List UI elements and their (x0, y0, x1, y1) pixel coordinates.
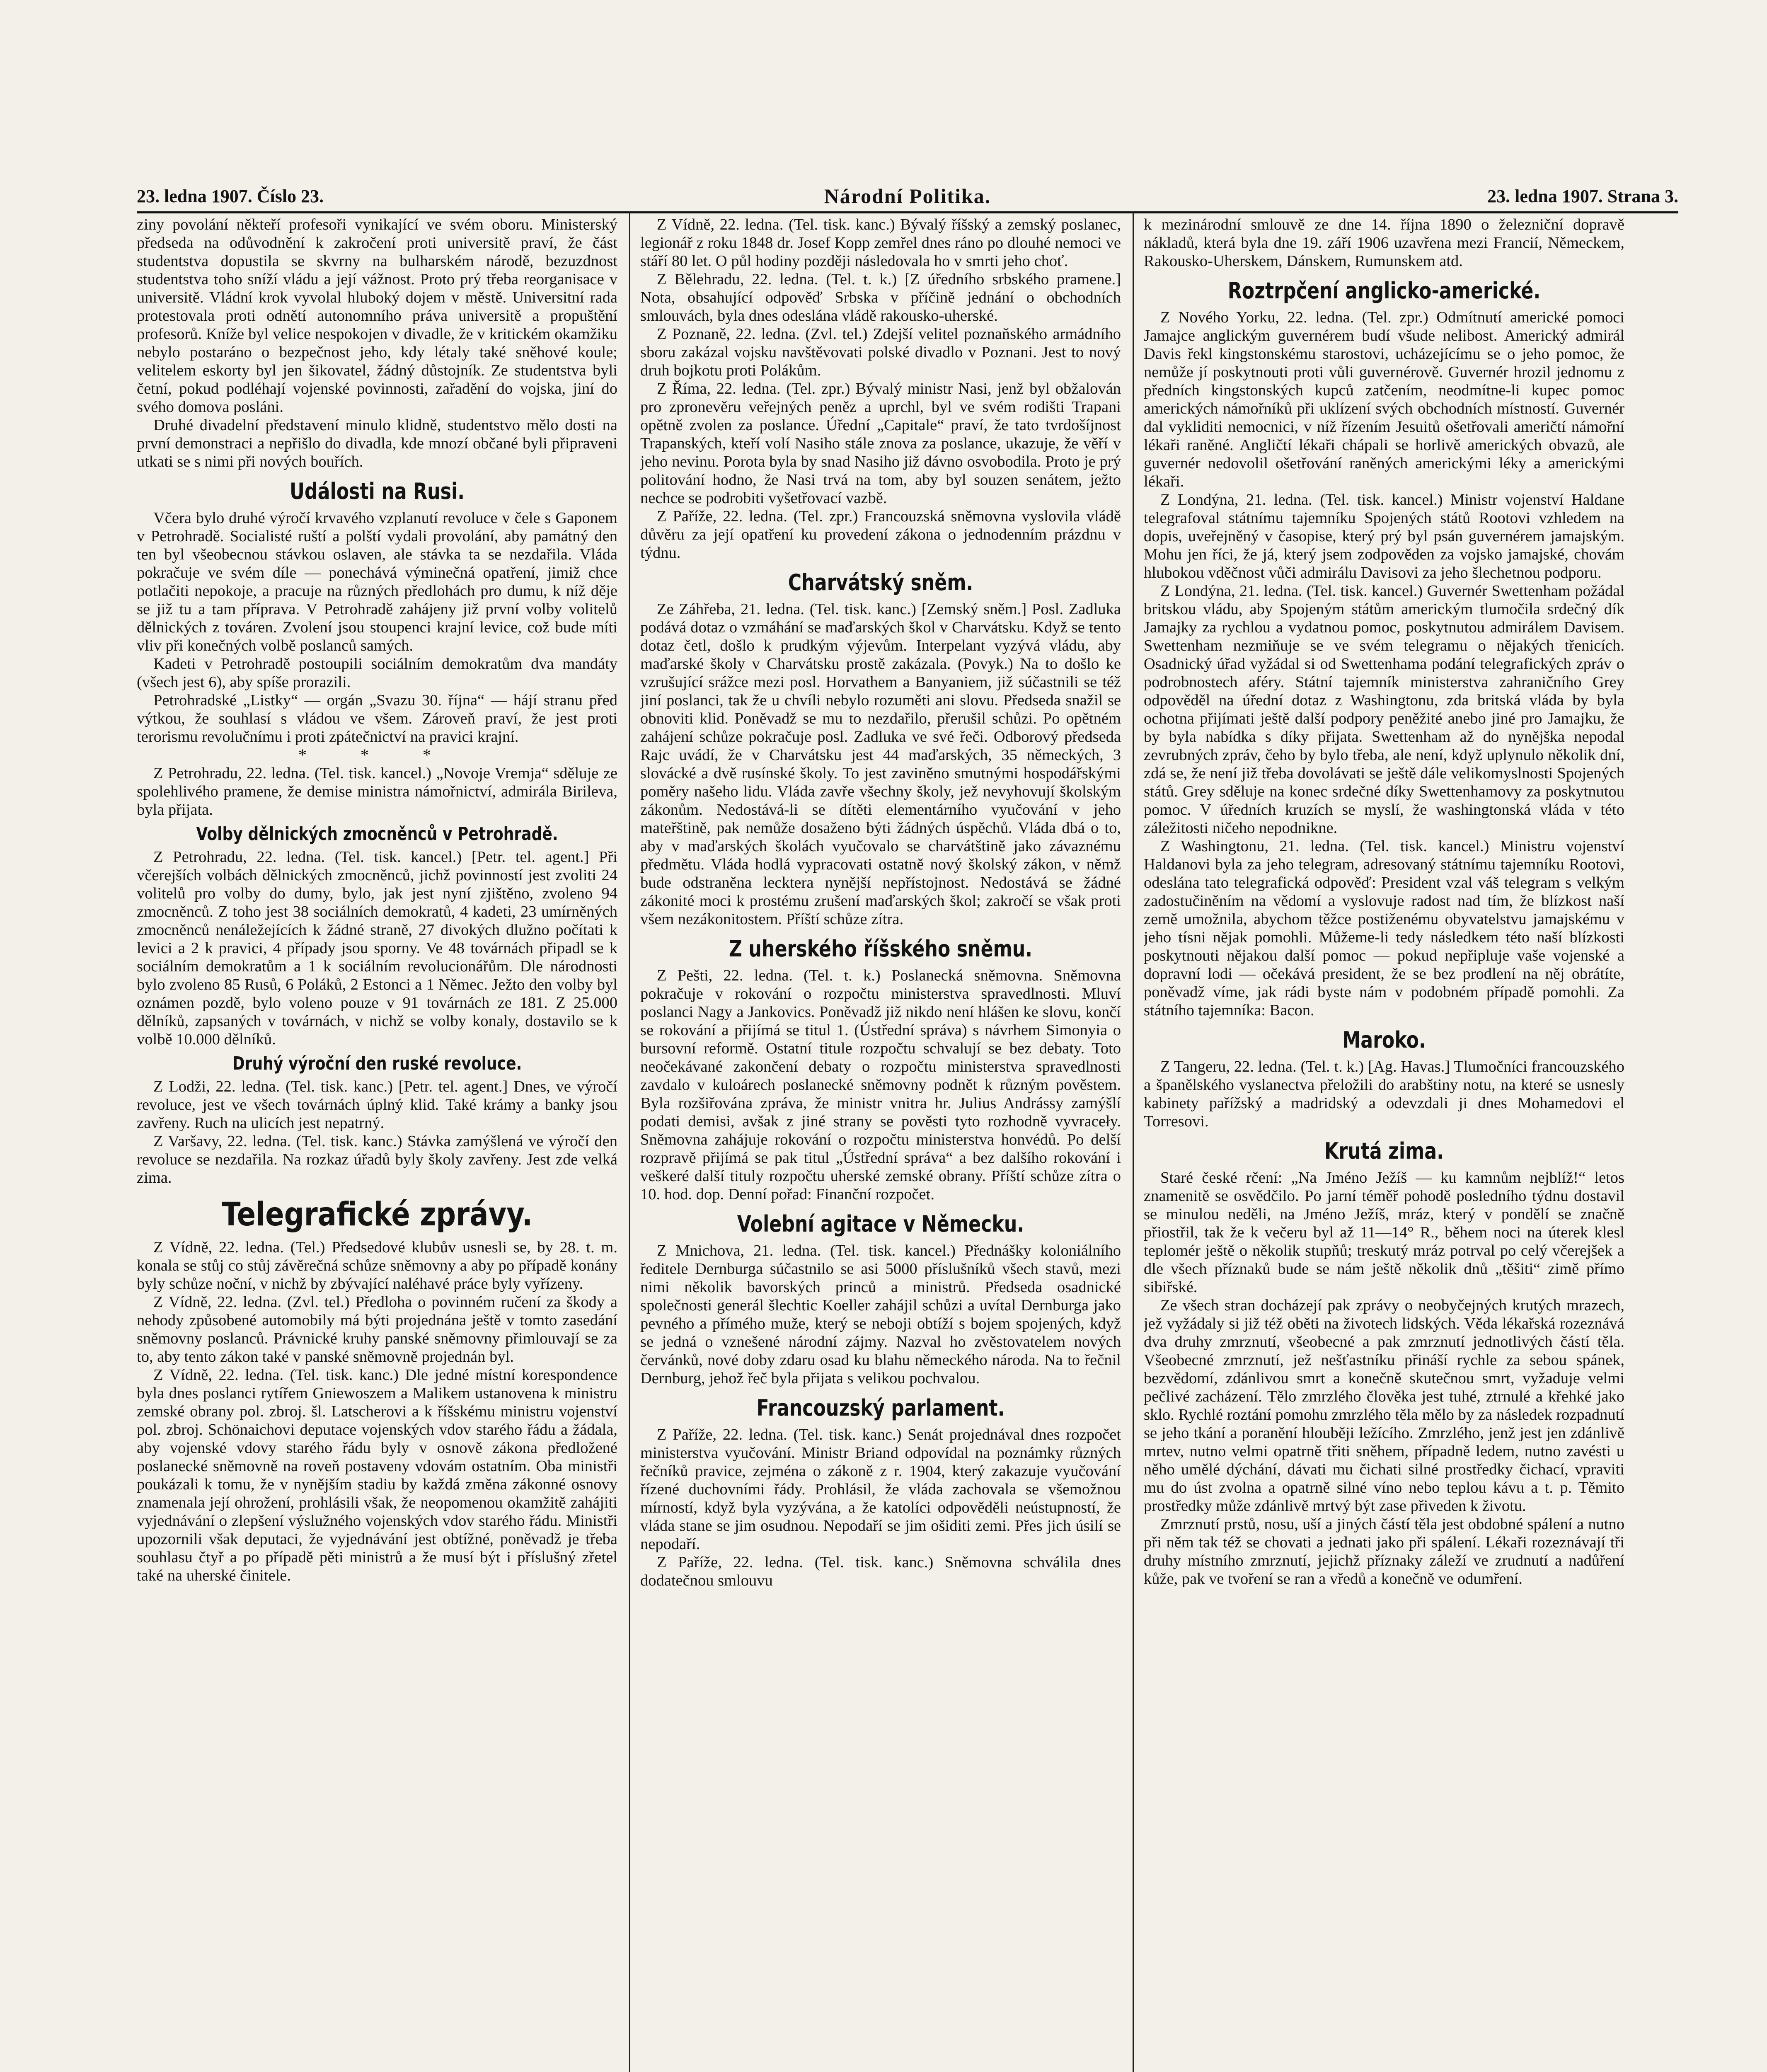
section-heading: Maroko. (1342, 1027, 1426, 1053)
article-paragraph: Z Nového Yorku, 22. ledna. (Tel. zpr.) Odmítnutí americké pomoci Jamajce anglickým guvernérem budí všude nelibost. Americký admirál Davis řekl kingstonskému starostovi, ucházejícímu se o jeho pomoc, že nemůže jí poskytnouti proti vůli guvernérově. Guvernér hrozil jednomu z předních kingstonských kupců zatčením, neodmítne-li kupec pomoc amerických námořníků při uklízení svých obchodních místností. Guvernér dal vykliditi nemocnici, v níž řízením Jesuitů ošetřovali američtí námořní lékaři raněné. Angličtí lékaři chápali se horlivě amerických obvazů, ale guvernér nedovolil ošetřování raněných americkými léky a americkými lékaři. (1144, 309, 1624, 490)
section-heading: Krutá zima. (1324, 1138, 1444, 1164)
article-paragraph: Z Londýna, 21. ledna. (Tel. tisk. kancel.) Ministr vojenství Haldane telegrafoval státnímu tajemníku Spojených států Rootovi vzhledem na dopis, uveřejněný v časopise, který prý byl psán guvernérem jamajským. Mohu jen říci, že já, který jsem zodpověden za vojsko jamajské, chovám hlubokou vděčnost vůči admirálu Davisovi za jeho šlechetnou podporu. (1144, 491, 1624, 581)
section-heading: Druhý výroční den ruské revoluce. (232, 1053, 522, 1074)
column-3 (1144, 215, 1624, 2072)
article-paragraph: Z Paříže, 22. ledna. (Tel. tisk. kanc.) Sněmovna schválila dnes dodatečnou smlouvu (640, 1554, 1121, 1589)
article-paragraph: Kadeti v Petrohradě postoupili sociálním demokratům dva mandáty (všech jest 6), aby spíše prorazili. (137, 655, 617, 691)
header-date-issue: 23. ledna 1907. Číslo 23. (137, 186, 324, 206)
article-paragraph: Z Tangeru, 22. ledna. (Tel. t. k.) [Ag. Havas.] Tlumočníci francouzského a španělského vyslanectva přeložili do arabštiny notu, na které se usnesly kabinety pařížský a madridský a odevzdali ji dnes Mohamedovi el Torresovi. (1144, 1058, 1624, 1130)
article-paragraph: Staré české rčení: „Na Jméno Ježíš — ku kamnům nejblíž!“ letos znamenitě se osvědčilo. Po jarní téměř pohodě posledního týdnu dostavil se minulou neděli, na Jméno Ježíš, mráz, který v pondělí se značně přiostřil, tak že k večeru byl až 11—14° R., během noci na úterek klesl teplomér ještě o několik stupňů; treskutý mráz potrval po celý včerejšek a dle všech příznaků bude se nám ještě několik dnů „těšiti“ zimě přímo sibiřské. (1144, 1169, 1624, 1296)
column-1 (137, 215, 617, 2072)
article-paragraph: Z Londýna, 21. ledna. (Tel. tisk. kancel.) Guvernér Swettenham požádal britskou vládu, aby Spojeným státům americkým tlumočila srdečný dík Jamajky za rychlou a vydatnou pomoc, poskytnutou admirálem Davisem. Swettenham nezmiňuje se ve svém telegramu o nějakých třenicích. Osadnický úřad vyžádal si od Swettenhama podání telegrafických zpráv o podrobnostech aféry. Státní tajemník ministerstva zahraničního Grey odpověděl na úřední dotaz z Washingtonu, zda britská vláda by byla ochotna přijímati ještě další podpory peněžité anebo jiné pro Jamajku, že by byla nabídka s díky přijata. Swettenham až do nynějška nepodal zevrubných zpráv, čeho by bylo třeba, ale není, když uplynulo několik dní, zdá se, že není již třeba dovolávati se ještě dále velikomyslnosti Spojených států. Grey sděluje na konec srdečné díky Swettenhamovy za poskytnutou pomoc. V úředních kruzích se myslí, že washingtonská vláda v této záležitosti ničeho nepodnikne. (1144, 582, 1624, 837)
section-heading: Z uherského říšského sněmu. (729, 936, 1033, 962)
article-paragraph: Z Vídně, 22. ledna. (Tel. tisk. kanc.) Bývalý říšský a zemský poslanec, legionář z roku 1848 dr. Josef Kopp zemřel dnes ráno po dlouhé nemoci ve stáří 80 let. O půl hodiny později následovala ho v smrti jeho choť. (640, 216, 1121, 270)
article-paragraph: Z Bělehradu, 22. ledna. (Tel. t. k.) [Z úředního srbského pramene.] Nota, obsahující odpověď Srbska v příčině jednání o obchodních smlouvách, byla dnes odeslána vládě rakousko-uherské. (640, 271, 1121, 324)
column-divider (629, 211, 630, 2072)
separator-stars: * * * (298, 746, 456, 764)
section-heading: Volební agitace v Německu. (737, 1211, 1024, 1237)
column-2 (640, 215, 1121, 2072)
section-heading: Telegrafické zprávy. (221, 1196, 533, 1233)
masthead-title: Národní Politika. (824, 184, 991, 208)
page-header (137, 182, 1678, 213)
article-paragraph: ziny povolání někteří profesoři vynikající ve svém oboru. Ministerský předseda na odůvodnění k zakročení proti universitě praví, že část studentstva dopustila se skvrny na bulharském národě, bezuzdnost studentstva toho sníží vládu a její vážnost. Proto prý třeba reorganisace v universitě. Vládní krok vyvolal hluboký dojem v městě. Universitní rada protestovala proti odnětí autonomního práva universitě a propuštění profesorů. Kníže byl velice nespokojen v divadle, že v kritickém okamžiku nebylo postaráno o bezpečnost jeho, kdy létaly také sněhové koule; velitelem eskorty byl jen šikovatel, žádný důstojník. Ze studentstva byli četní, pokud podléhají vojenské povinnosti, zařadění do vojska, jiní do svého domova posláni. (137, 216, 617, 416)
section-heading: Charvátský sněm. (788, 569, 973, 595)
article-paragraph: Z Říma, 22. ledna. (Tel. zpr.) Bývalý ministr Nasi, jenž byl obžalován pro zpronevěru veřejných peněz a uprchl, byl ve svém rodišti Trapani opětně zvolen za poslance. Úřední „Capitale“ praví, že tato tvrdošíjnost Trapanských, kteří volí Nasiho stále znova za poslance, ukazuje, že věří v jeho nevinu. Porota byla by snad Nasiho již dávno osvobodila. Proto je prý politování hodno, že Nasi trvá na tom, aby byl souzen senátem, ježto nechce se podrobiti vyšetřovací vazbě. (640, 380, 1121, 507)
article-paragraph: Zmrznutí prstů, nosu, uší a jiných částí těla jest obdobné spálení a nutno při něm tak též se chovati a jednati jako při spálení. Lékaři rozeznávají tři druhy místního zmrznutí, jejichž příznaky záleží ve zrudnutí a nadůření kůže, pak ve tvoření se ran a vředů a konečně ve odumření. (1144, 1515, 1624, 1588)
article-paragraph: Z Poznaně, 22. ledna. (Zvl. tel.) Zdejší velitel poznaňského armádního sboru zakázal vojsku navštěvovati polské divadlo v Poznani. Jest to nový druh bojkotu proti Polákům. (640, 325, 1121, 379)
article-paragraph: Z Paříže, 22. ledna. (Tel. tisk. kanc.) Senát projednával dnes rozpočet ministerstva vyučování. Ministr Briand odpovídal na poznámky různých řečníků pravice, zejména o zákoně z r. 1904, který zakazuje vyučování řízené duchovními řády. Prohlásil, že vláda zachovala se všemožnou mírností, když byla vyzývána, a že katolíci odpověděli neústupností, že vláda stane se jim osudnou. Nepodaří se jim ošiditi zemi. Přes jich úsilí se nepodaří. (640, 1426, 1121, 1553)
article-paragraph: Z Washingtonu, 21. ledna. (Tel. tisk. kancel.) Ministru vojenství Haldanovi byla za jeho telegram, adresovaný státnímu tajemníku Rootovi, odeslána tato telegrafická odpověď: President vzal váš telegram s velkým zadostučiněním na vědomí a vyslovuje radost nad tím, že blízkost naší země umožnila, abychom těžce postiženému obyvatelstvu jamajskému v jeho tísni nějak pomohli. Můžeme-li tedy následkem této naší blízkosti poskytnouti nějakou další pomoc — pokud nepřipluje vaše vojenské a dopravní lodi — očekává president, že se bez prodlení na něj obrátíte, poněvadž víme, jak rádi byste nám v podobném případě pomohli. Za státního tajemníka: Bacon. (1144, 838, 1624, 1019)
article-paragraph: Z Vídně, 22. ledna. (Zvl. tel.) Předloha o povinném ručení za škody a nehody způsobené automobily má býti projednána ještě v tomto zasedání sněmovny poslanců. Právnické kruhy panské sněmovny přimlouvají se za to, aby tento zákon také v panské sněmovně projednán byl. (137, 1293, 617, 1365)
article-paragraph: Včera bylo druhé výročí krvavého vzplanutí revoluce v čele s Gaponem v Petrohradě. Socialisté ruští a polští vydali provolání, aby památný den ten byl všeobecnou stávkou oslaven, ale stávka ta se nezdařila. Vláda pokračuje ve svém díle — ponechává výminečná opatření, jimiž chce potlačiti nepokoje, a pracuje na různých předlohách pro dumu, k níž děje se již tu a tam příprava. V Petrohradě zahájeny již první volby volitelů dělnických z továren. Zvolení jsou stoupenci krajní levice, což bude míti vliv při konečných volbě poslanců samých. (137, 509, 617, 654)
article-paragraph: Petrohradské „Listky“ — orgán „Svazu 30. října“ — hájí stranu před výtkou, že souhlasí s vládou ve všem. Zároveň praví, že jest proti terorismu revolučnímu i proti zpátečnictví na pravici krajní. (137, 692, 617, 746)
article-paragraph: k mezinárodní smlouvě ze dne 14. října 1890 o železniční dopravě nákladů, která byla dne 19. září 1906 uzavřena mezi Francií, Německem, Rakousko-Uherskem, Dánskem, Rumunskem atd. (1144, 216, 1624, 270)
article-paragraph: Z Varšavy, 22. ledna. (Tel. tisk. kanc.) Stávka zamýšlená ve výročí den revoluce se nezdařila. Na rozkaz úřadů byly školy zavřeny. Jest zde velká zima. (137, 1133, 617, 1186)
section-heading: Roztrpčení anglicko-americké. (1227, 278, 1541, 304)
article-paragraph: Z Vídně, 22. ledna. (Tel. tisk. kanc.) Dle jedné místní korespondence byla dnes poslanci rytířem Gniewoszem a Malikem ustanovena k ministru zemské obrany pol. zbroj. šl. Latscherovi a k říšskému ministru vojenství pol. zbroj. Schönaichovi deputace vojenských vdov starého řádu a žádala, aby vojenské vdovy starého řádu byly v osnově zákona předložené poslanecké sněmovně na roveň postaveny vdovám ostatním. Oba ministři poukázali k tomu, že v nynějším stadiu by každá změna zákonné osnovy znamenala její ohrožení, prohlásili však, že neopomenou okamžitě zahájiti vyjednávání o zlepšení výslužného vojenských vdov starého řádu. Ministři upozornili však deputaci, že vyjednávání jest obtížné, poněvadž je třeba souhlasu čtyř a po případě pěti ministrů a že musí být i příslušný zřetel také na uherské činitele. (137, 1366, 617, 1584)
section-heading: Francouzský parlament. (756, 1395, 1005, 1421)
section-heading: Volby dělnických zmocněnců v Petrohradě. (196, 823, 558, 845)
article-paragraph: Z Petrohradu, 22. ledna. (Tel. tisk. kancel.) „Novoje Vremja“ sděluje ze spolehlivého pramene, že demise ministra námořnictví, admirála Birileva, byla přijata. (137, 765, 617, 818)
article-paragraph: Z Petrohradu, 22. ledna. (Tel. tisk. kancel.) [Petr. tel. agent.] Při včerejších volbách dělnických zmocněnců, jichž povinností jest zvoliti 24 volitelů pro volby do dumy, bylo, jak jest nyní zjištěno, zvoleno 94 zmocněnců. Z toho jest 38 sociálních demokratů, 4 kadeti, 23 umírněných zmocněnců nenáležejících k žádné straně, 27 divokých dlužno počítati k levici a 2 k pravici, 4 případy jsou sporny. Ve 48 továrnách připadl se k sociálním demokratům a 1 k sociálním revolucionářům. Dle národnosti bylo zvoleno 85 Rusů, 6 Poláků, 2 Estonci a 1 Němec. Ježto den volby byl oznámen pozdě, bylo voleno pouze v 91 továrnách ze 181. Z 25.000 dělníků, zapsaných v továrnách, v nichž se volby konaly, dostavilo se k volbě 10.000 dělníků. (137, 848, 617, 1048)
article-paragraph: Z Paříže, 22. ledna. (Tel. zpr.) Francouzská sněmovna vyslovila vládě důvěru za její opatření ku provedení zákona o jednodenním prázdnu v týdnu. (640, 508, 1121, 562)
article-paragraph: Druhé divadelní představení minulo klidně, studentstvo mělo dosti na první demonstraci a nepřišlo do divadla, kde mnozí občané byli připraveni utkati se s nimi při nových bouřích. (137, 416, 617, 470)
column-divider (1133, 211, 1134, 2072)
article-paragraph: Z Vídně, 22. ledna. (Tel.) Předsedové klubův usnesli se, by 28. t. m. konala se stůj co stůj závěrečná schůze sněmovny a aby po případě konány byly schůze noční, v nichž by zbývající naléhavé práce byly vyřízeny. (137, 1239, 617, 1293)
article-paragraph: Ze Záhřeba, 21. ledna. (Tel. tisk. kanc.) [Zemský sněm.] Posl. Zadluka podává dotaz o vzmáhání se maďarských škol v Charvátsku. Když se tento dotaz četl, došlo k prudkým výjevům. Interpelant vyzývá vládu, aby maďarské školy v Charvátsku prostě zakázala. (Povyk.) Na to došlo ke vzrušující srážce mezi posl. Horvathem a Banyaniem, již súčastnili se též jiní poslanci, tak že u chvíli nebylo rozuměti ani slovu. Předseda snažil se obnoviti klid. Poněvadž se mu to nezdařilo, přerušil schůzi. Po opětném zahájení schůze pokračuje posl. Zadluka ve své řeči. Odborový předseda Rajc uvádí, že v Charvátsku jest 44 maďarských, 35 německých, 3 slovácké a dvě rusínské školy. To jest zaviněno smutnými hospodářskými poměry našeho lidu. Vláda zavře všechny školy, jež nevyhovují školským zákonům. Nedostává-li se dítěti elementárního vyučování v jeho mateřštině, pak nemůže dosaženo býti žádných úspěchů. Vláda dbá o to, aby v maďarských školách vyučovalo se charvátštině jako závaznému předmětu. Vláda hodlá vypracovati ostatně nový školský zákon, v němž bude odstraněna lecktera nynější nepřístojnost. Nedostává se žádné zákonité moci k prostému zrušení maďarských škol; zakročí se však proti všem nezákonitostem. Příští schůze zítra. (640, 600, 1121, 928)
section-heading: Události na Rusi. (289, 478, 465, 504)
article-paragraph: Ze všech stran docházejí pak zprávy o neobyčejných krutých mrazech, jež vyžádaly si již též oběti na životech lidských. Věda lékařská rozeznává dva druhy zmrznutí, všeobecné a pak zmrznutí jednotlivých částí těla. Všeobecné zmrznutí, jež nešťastníku přináší rychle za sebou spánek, bezvědomí, zdánlivou smrt a konečně skutečnou smrt, vyžaduje velmi pečlivé zacházení. Tělo zmrzlého člověka jest tuhé, ztrnulé a křehké jako sklo. Rychlé roztání pomohu zmrzlého těla mělo by za následek rozpadnutí se jeho tkání a poranění hlouběji ležícího. Zmrzlého, jenž jest jen zdánlivě mrtev, nutno velmi opatrně třiti sněhem, případně ledem, nutno zavésti u něho umělé dýchání, dávati mu čichati silné prostředky čichací, vpraviti mu do úst zvolna a opatrně silné víno nebo teplou kávu a t. p. Těmito prostředky může zdánlivě mrtvý být zase přiveden k životu. (1144, 1297, 1624, 1515)
header-date-page: 23. ledna 1907. Strana 3. (1487, 186, 1678, 206)
article-paragraph: Z Lodži, 22. ledna. (Tel. tisk. kanc.) [Petr. tel. agent.] Dnes, ve výročí revoluce, jest ve všech továrnách úplný klid. Také krámy a banky jsou zavřeny. Ruch na ulicích jest nepatrný. (137, 1078, 617, 1132)
article-paragraph: Z Pešti, 22. ledna. (Tel. t. k.) Poslanecká sněmovna. Sněmovna pokračuje v rokování o rozpočtu ministerstva spravedlnosti. Mluví poslanci Nagy a Jankovics. Poněvadž již nikdo není hlášen ke slovu, končí se rokování a přijímá se titul 1. (Ústřední správa) s návrhem Simonyia o bursovní reformě. Ostatní titule rozpočtu schvalují se bez debaty. Toto neočekávané zakončení debaty o rozpočtu ministerstva spravedlnosti zavdalo v kuloárech poslanecké sněmovny podnět k různým pověstem. Byla rozšiřována zpráva, že ministr vnitra hr. Julius Andrássy zamýšlí podati demisi, avšak z jiné strany se pověsti tyto rozhodně vyvraceły. Sněmovna zahájuje rokování o rozpočtu ministerstva honvédů. Po delší rozpravě přijímá se pak titul „Ústřední správa“ a bez dalšího rokování i veškeré další tituly rozpočtu uherské zemské obrany. Příští schůze zítra o 10. hod. dop. Denní pořad: Finanční rozpočet. (640, 967, 1121, 1203)
article-paragraph: Z Mnichova, 21. ledna. (Tel. tisk. kancel.) Přednášky koloniálního ředitele Dernburga súčastnilo se asi 5000 příslušníků všech stavů, mezi nimi několik bavorských princů a ministrů. Předseda osadnické společnosti generál šlechtic Koeller zahájil schůzi a uvítal Dernburga jako pevného a přímého muže, který se neboji obtíží s bojem spojených, když se jedná o vznešené národní zájmy. Nazval ho zvěstovatelem nových červánků, nové doby zdaru osad ku blahu německého národa. Na to řečnil Dernburg, jehož řeč byla přijata s velikou pochvalou. (640, 1242, 1121, 1387)
